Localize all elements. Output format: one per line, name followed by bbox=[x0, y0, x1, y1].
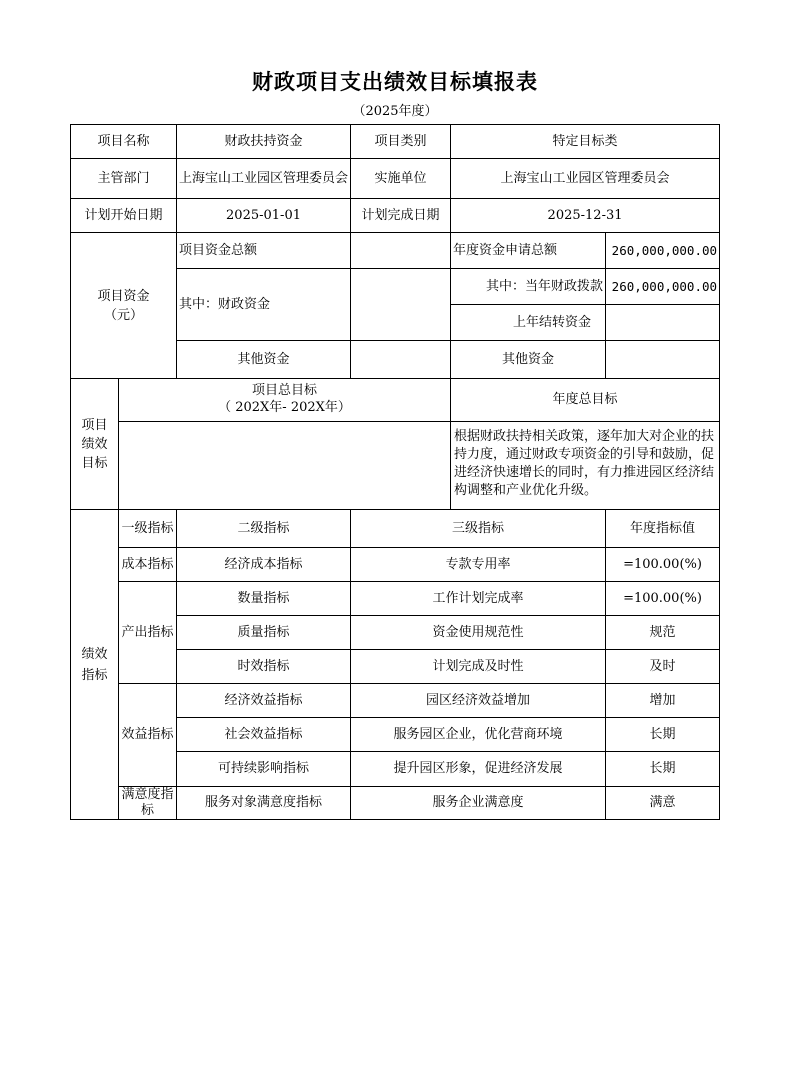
cost-level1: 成本指标 bbox=[119, 548, 177, 582]
project-category-value: 特定目标类 bbox=[451, 125, 720, 159]
fund-carry-value bbox=[606, 305, 720, 341]
fund-fiscal-value bbox=[351, 269, 451, 341]
output-level2: 数量指标 bbox=[177, 582, 351, 616]
benefit-level3: 提升园区形象，促进经济发展 bbox=[351, 752, 606, 787]
output-value: 及时 bbox=[606, 650, 720, 684]
output-value: 规范 bbox=[606, 616, 720, 650]
row-benefit-economic bbox=[71, 684, 720, 718]
overall-goal-label: 项目总目标 （ 202X年- 202X年） bbox=[119, 379, 451, 422]
fund-annual-value: 260,000,000.00 bbox=[606, 233, 720, 269]
fund-fiscal-label: 其中：财政资金 bbox=[177, 269, 351, 341]
page-title: 财政项目支出绩效目标填报表 bbox=[252, 70, 538, 94]
output-level1: 产出指标 bbox=[119, 582, 177, 684]
row-goal-header bbox=[71, 379, 720, 422]
implementing-unit-label: 实施单位 bbox=[351, 159, 451, 199]
value-header: 年度指标值 bbox=[606, 510, 720, 548]
benefit-level2: 经济效益指标 bbox=[177, 684, 351, 718]
output-level2: 质量指标 bbox=[177, 616, 351, 650]
project-name-label: 项目名称 bbox=[71, 125, 177, 159]
page-subtitle: （2025年度） bbox=[352, 104, 438, 119]
output-level3: 资金使用规范性 bbox=[351, 616, 606, 650]
annual-goal-label: 年度总目标 bbox=[451, 379, 720, 422]
row-output-quantity bbox=[71, 582, 720, 616]
satisfaction-value: 满意 bbox=[606, 787, 720, 820]
benefit-level3: 服务园区企业，优化营商环境 bbox=[351, 718, 606, 752]
benefit-level1: 效益指标 bbox=[119, 684, 177, 787]
output-level3: 计划完成及时性 bbox=[351, 650, 606, 684]
row-cost-indicator bbox=[71, 548, 720, 582]
satisfaction-level2: 服务对象满意度指标 bbox=[177, 787, 351, 820]
benefit-value: 长期 bbox=[606, 718, 720, 752]
implementing-unit-value: 上海宝山工业园区管理委员会 bbox=[451, 159, 720, 199]
department-value: 上海宝山工业园区管理委员会 bbox=[177, 159, 351, 199]
goals-section-label: 项目 绩效 目标 bbox=[71, 379, 119, 510]
project-category-label: 项目类别 bbox=[351, 125, 451, 159]
funds-section-label: 项目资金 （元） bbox=[71, 233, 177, 379]
satisfaction-level3: 服务企业满意度 bbox=[351, 787, 606, 820]
row-department bbox=[71, 159, 720, 199]
level3-header: 三级指标 bbox=[351, 510, 606, 548]
row-goal-content bbox=[71, 422, 720, 510]
fund-current-label: 其中：当年财政拨款 bbox=[451, 269, 606, 305]
fund-total-label: 项目资金总额 bbox=[177, 233, 351, 269]
end-date-label: 计划完成日期 bbox=[351, 199, 451, 233]
department-label: 主管部门 bbox=[71, 159, 177, 199]
fund-other-label: 其他资金 bbox=[177, 341, 351, 379]
benefit-level2: 可持续影响指标 bbox=[177, 752, 351, 787]
satisfaction-level1: 满意度指标 bbox=[119, 787, 177, 820]
output-level2: 时效指标 bbox=[177, 650, 351, 684]
project-name-value: 财政扶持资金 bbox=[177, 125, 351, 159]
level2-header: 二级指标 bbox=[177, 510, 351, 548]
row-dates bbox=[71, 199, 720, 233]
indicators-section-label: 绩效 指标 bbox=[71, 510, 119, 820]
cost-level3: 专款专用率 bbox=[351, 548, 606, 582]
row-project-name bbox=[71, 125, 720, 159]
benefit-value: 增加 bbox=[606, 684, 720, 718]
fund-other-label-right: 其他资金 bbox=[451, 341, 606, 379]
benefit-level2: 社会效益指标 bbox=[177, 718, 351, 752]
output-value: =100.00(%) bbox=[606, 582, 720, 616]
fund-other-blank bbox=[351, 341, 451, 379]
annual-goal-text: 根据财政扶持相关政策，逐年加大对企业的扶持力度，通过财政专项资金的引导和鼓励，促进经济快速增长的同时，有力推进园区经济结构调整和产业优化升级。 bbox=[451, 422, 720, 510]
cost-value: =100.00(%) bbox=[606, 548, 720, 582]
performance-table bbox=[70, 124, 720, 820]
output-level3: 工作计划完成率 bbox=[351, 582, 606, 616]
benefit-level3: 园区经济效益增加 bbox=[351, 684, 606, 718]
end-date-value: 2025-12-31 bbox=[451, 199, 720, 233]
fund-current-value: 260,000,000.00 bbox=[606, 269, 720, 305]
row-indicator-header bbox=[71, 510, 720, 548]
fund-total-value bbox=[351, 233, 451, 269]
row-fund-total bbox=[71, 233, 720, 269]
start-date-value: 2025-01-01 bbox=[177, 199, 351, 233]
fund-carry-label: 上年结转资金 bbox=[451, 305, 606, 341]
cost-level2: 经济成本指标 bbox=[177, 548, 351, 582]
benefit-value: 长期 bbox=[606, 752, 720, 787]
start-date-label: 计划开始日期 bbox=[71, 199, 177, 233]
overall-goal-text bbox=[119, 422, 451, 510]
fund-other-value bbox=[606, 341, 720, 379]
level1-header: 一级指标 bbox=[119, 510, 177, 548]
row-satisfaction bbox=[71, 787, 720, 820]
fund-annual-label: 年度资金申请总额 bbox=[451, 233, 606, 269]
